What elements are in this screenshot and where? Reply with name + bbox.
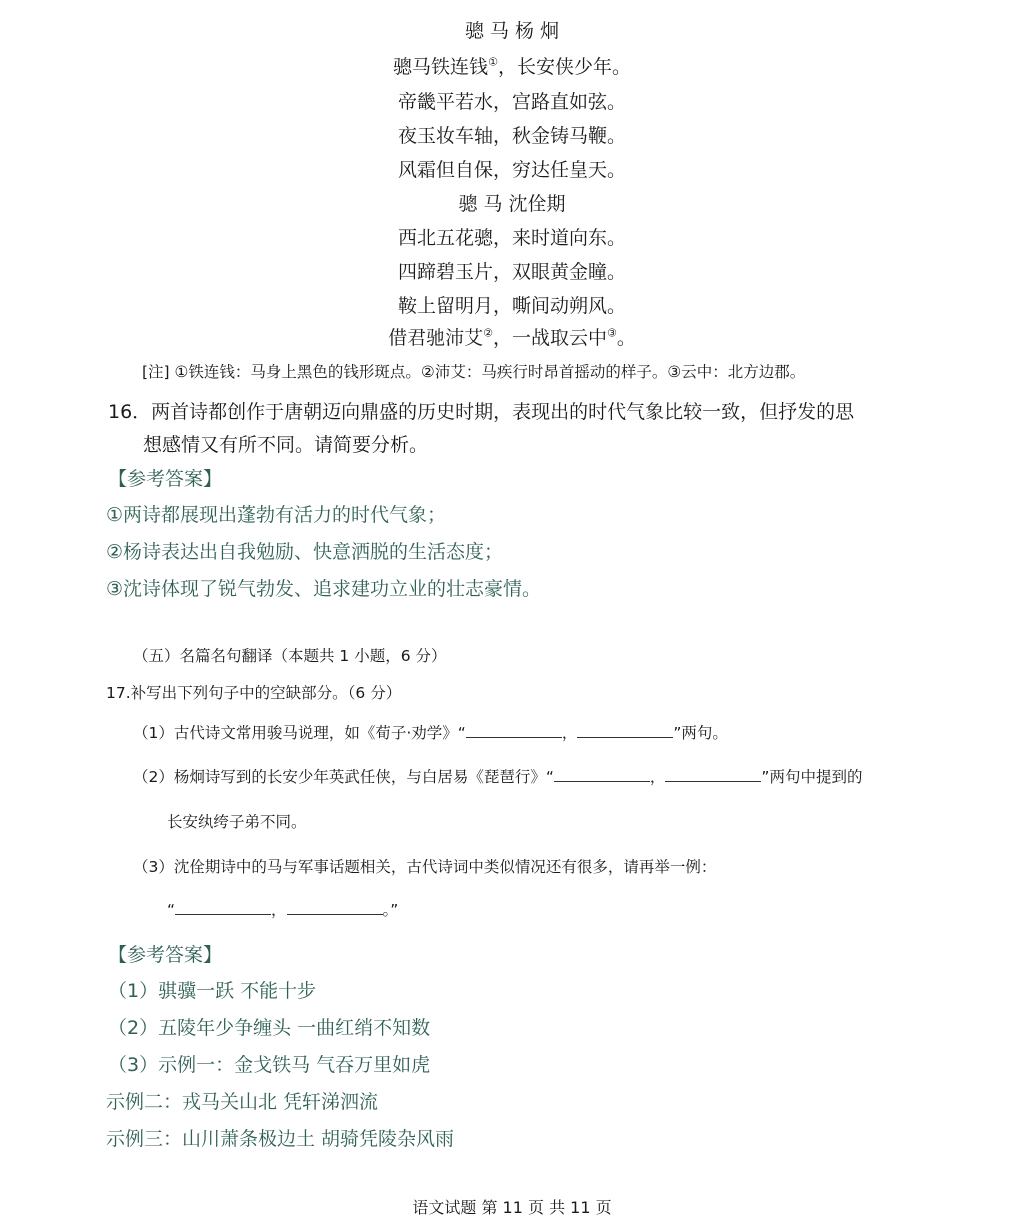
q17-answer-5: 示例三：山川萧条极边土 胡骑凭陵杂风雨 — [106, 1128, 455, 1150]
poem1-line-4: 风霜但自保，穷达任皇天。 — [397, 159, 626, 181]
q17-answer-3: （3）示例一：金戈铁马 气吞万里如虎 — [108, 1054, 431, 1076]
poem2-line-4: 借君驰沛艾②，一战取云中③。 — [388, 326, 636, 349]
q16-answer-2: ②杨诗表达出自我勉励、快意洒脱的生活态度； — [106, 541, 504, 563]
poem1-line-3: 夜玉妆车轴，秋金铸马鞭。 — [397, 125, 626, 147]
poem1-line-1: 骢马铁连钱①，长安侠少年。 — [393, 55, 631, 78]
q17-part-2-line-2: 长安纨绔子弟不同。 — [167, 813, 307, 831]
poem1-line-2: 帝畿平若水，宫路直如弦。 — [397, 91, 626, 113]
q17-answer-heading: 【参考答案】 — [108, 944, 223, 966]
q16-line-1: 16．两首诗都创作于唐朝迈向鼎盛的历史时期，表现出的时代气象比较一致，但抒发的思 — [108, 401, 855, 423]
fill-blank — [577, 723, 673, 738]
q16-line-2: 想感情又有所不同。请简要分析。 — [143, 434, 429, 456]
section5-heading: （五）名篇名句翻译（本题共 1 小题，6 分） — [133, 647, 447, 665]
poem2-line-1: 西北五花骢，来时道向东。 — [397, 227, 626, 249]
q17-part-1: （1）古代诗文常用骏马说理，如《荀子·劝学》“ ， ”两句。 — [133, 724, 728, 742]
q17-answer-1: （1）骐骥一跃 不能十步 — [108, 980, 317, 1002]
footnote-marker: ③ — [607, 326, 617, 340]
q17-part-3: （3）沈佺期诗中的马与军事话题相关，古代诗词中类似情况还有很多，请再举一例： — [133, 858, 717, 876]
fill-blank — [554, 767, 650, 782]
fill-blank — [175, 900, 271, 915]
poem2-line-2: 四蹄碧玉片，双眼黄金瞳。 — [397, 261, 626, 283]
q17-stem: 17.补写出下列句子中的空缺部分。（6 分） — [106, 684, 402, 702]
fill-blank — [665, 767, 761, 782]
q17-part-3-blanks: “ ， 。” — [167, 901, 399, 919]
q17-part-2: （2）杨炯诗写到的长安少年英武任侠，与白居易《琵琶行》“ ， ”两句中提到的 — [133, 768, 863, 786]
poem2-title: 骢 马 沈佺期 — [458, 193, 566, 215]
q17-answer-2: （2）五陵年少争缠头 一曲红绡不知数 — [108, 1017, 431, 1039]
poem1-title: 骢 马 杨 炯 — [464, 20, 560, 42]
poem2-line-3: 鞍上留明月，嘶间动朔风。 — [397, 295, 626, 317]
footnote-marker: ① — [488, 55, 498, 69]
fill-blank — [466, 723, 562, 738]
fill-blank — [287, 900, 383, 915]
q16-answer-heading: 【参考答案】 — [108, 468, 223, 490]
footnote-marker: ② — [483, 326, 493, 340]
q17-answer-4: 示例二：戎马关山北 凭轩涕泗流 — [106, 1091, 379, 1113]
poem-note: [注] ①铁连钱：马身上黑色的钱形斑点。②沛艾：马疾行时昂首摇动的样子。③云中：北方边郡。 — [142, 363, 806, 381]
q16-answer-1: ①两诗都展现出蓬勃有活力的时代气象； — [106, 504, 447, 526]
page-footer: 语文试题 第 11 页 共 11 页 — [412, 1198, 612, 1217]
q16-answer-3: ③沈诗体现了锐气勃发、追求建功立业的壮志豪情。 — [106, 578, 542, 600]
